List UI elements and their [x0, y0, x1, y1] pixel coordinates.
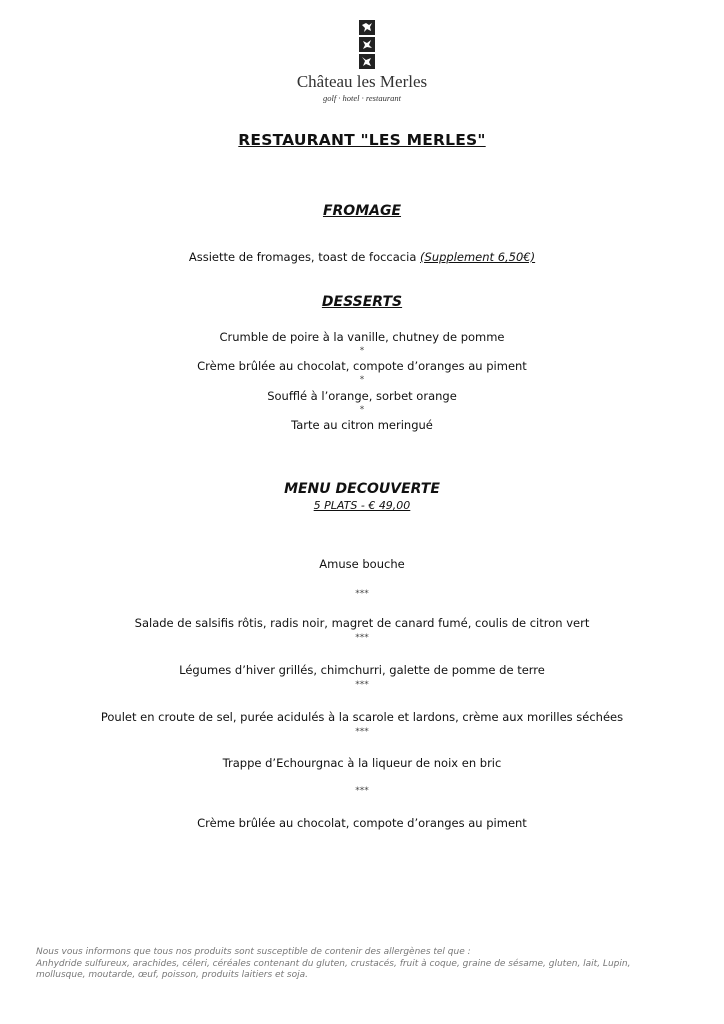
dessert-separator: * [359, 346, 365, 356]
brand-name: Château les Merles [296, 72, 428, 91]
menu-course: Trappe d’Echourgnac à la liqueur de noix en bric [222, 756, 502, 770]
dessert-item: Tarte au citron meringué [291, 418, 433, 432]
fromage-item [0, 250, 724, 264]
dessert-item: Soufflé à l’orange, sorbet orange [267, 389, 457, 403]
menu-separator: *** [355, 589, 369, 599]
allergen-notice-line: Anhydride sulfureux, arachides, céleri, céréales contenant du gluten, crustacés, fruit à coque, graine de sésame, gluten, lait, Lupin, [36, 958, 631, 969]
menu-course: Légumes d’hiver grillés, chimchurri, galette de pomme de terre [179, 663, 545, 677]
dessert-separator: * [359, 375, 365, 385]
menu-separator: *** [355, 633, 369, 643]
chateau-logo [359, 20, 377, 71]
menu-course: Amuse bouche [319, 557, 405, 571]
dessert-item: Crème brûlée au chocolat, compote d’oranges au piment [197, 359, 527, 373]
section-heading-desserts: DESSERTS [321, 294, 403, 310]
blackbird-icon [359, 37, 375, 52]
section-heading-fromage: FROMAGE [322, 203, 402, 219]
menu-course: Crème brûlée au chocolat, compote d’oranges au piment [197, 816, 527, 830]
menu-separator: *** [355, 786, 369, 796]
menu-course: Poulet en croute de sel, purée acidulés à la scarole et lardons, crème aux morilles séchées [100, 710, 624, 724]
menu-subtitle: 5 PLATS - € 49,00 [313, 499, 411, 512]
section-heading-menu: MENU DECOUVERTE [284, 481, 440, 497]
allergen-notice-line: mollusque, moutarde, œuf, poisson, produits laitiers et soja. [36, 970, 308, 980]
dessert-separator: * [359, 405, 365, 415]
menu-separator: *** [355, 727, 369, 737]
page-title: RESTAURANT "LES MERLES" [238, 131, 486, 149]
blackbird-icon [359, 20, 375, 35]
menu-course: Salade de salsifis rôtis, radis noir, magret de canard fumé, coulis de citron vert [134, 616, 590, 630]
fromage-supplement: (Supplement 6,50€) [420, 250, 536, 264]
blackbird-icon [359, 54, 375, 69]
fromage-item-text: Assiette de fromages, toast de foccacia [188, 250, 421, 264]
allergen-notice [36, 947, 696, 982]
dessert-item: Crumble de poire à la vanille, chutney de pomme [219, 330, 505, 344]
menu-separator: *** [355, 680, 369, 690]
allergen-notice-line: Nous vous informons que tous nos produits sont susceptible de contenir des allergènes tel que : [36, 947, 471, 957]
brand-tagline: golf · hotel · restaurant [322, 93, 402, 103]
